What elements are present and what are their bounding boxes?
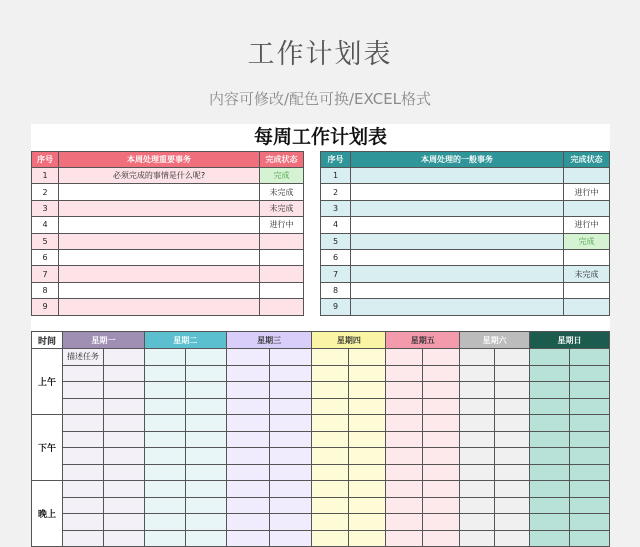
important-tasks-table [31,151,304,316]
schedule-cell[interactable] [386,514,423,531]
schedule-cell[interactable] [530,415,570,432]
schedule-cell[interactable] [269,497,312,514]
schedule-cell[interactable] [269,514,312,531]
schedule-cell[interactable] [185,464,226,481]
schedule-cell[interactable] [495,464,530,481]
schedule-cell[interactable] [226,349,269,366]
schedule-row [32,464,610,481]
schedule-cell[interactable] [423,530,460,547]
schedule-cell[interactable] [185,398,226,415]
schedule-row [32,497,610,514]
schedule-cell[interactable] [103,481,144,498]
schedule-cell[interactable] [144,382,185,399]
schedule-cell[interactable] [423,481,460,498]
schedule-cell[interactable] [312,497,349,514]
schedule-cell[interactable] [103,497,144,514]
schedule-cell[interactable] [423,431,460,448]
schedule-cell[interactable] [569,349,609,366]
period-label-evening[interactable]: 晚上 [32,481,63,547]
status-cell[interactable] [260,233,304,249]
schedule-cell[interactable] [312,415,349,432]
schedule-cell[interactable] [144,415,185,432]
schedule-cell[interactable] [185,448,226,465]
schedule-cell[interactable] [103,382,144,399]
schedule-cell[interactable] [185,365,226,382]
table-header-row [321,152,610,168]
schedule-cell[interactable] [144,448,185,465]
schedule-row [32,481,610,498]
schedule-cell[interactable] [460,382,495,399]
task-cell[interactable] [351,184,564,200]
schedule-cell[interactable] [185,530,226,547]
schedule-cell[interactable] [495,365,530,382]
schedule-cell[interactable] [569,530,609,547]
schedule-cell[interactable] [423,398,460,415]
task-cell[interactable] [59,266,260,282]
schedule-cell[interactable] [530,431,570,448]
table-row [321,299,610,315]
schedule-cell[interactable] [144,365,185,382]
schedule-cell[interactable] [103,530,144,547]
column-header-no[interactable]: 序号 [321,152,351,168]
schedule-cell[interactable] [349,349,386,366]
schedule-cell[interactable] [269,365,312,382]
row-number-cell[interactable]: 8 [321,282,351,298]
column-header-status[interactable]: 完成状态 [260,152,304,168]
schedule-cell[interactable] [495,481,530,498]
schedule-cell[interactable] [312,448,349,465]
schedule-cell[interactable] [460,464,495,481]
schedule-cell[interactable] [312,398,349,415]
schedule-cell[interactable] [460,415,495,432]
schedule-cell[interactable] [349,415,386,432]
schedule-cell[interactable] [144,398,185,415]
schedule-cell[interactable] [423,497,460,514]
schedule-cell[interactable] [530,481,570,498]
schedule-cell[interactable] [269,415,312,432]
status-cell[interactable] [564,200,610,216]
schedule-cell[interactable] [460,530,495,547]
schedule-cell[interactable] [226,415,269,432]
day-header-saturday[interactable]: 星期六 [460,332,530,349]
schedule-cell[interactable] [62,431,103,448]
schedule-cell[interactable] [312,382,349,399]
schedule-cell[interactable] [495,530,530,547]
schedule-cell[interactable] [226,464,269,481]
row-number-cell[interactable]: 9 [32,299,59,315]
table-row [321,184,610,200]
schedule-cell[interactable] [226,514,269,531]
task-cell[interactable] [59,184,260,200]
schedule-cell[interactable] [62,530,103,547]
schedule-cell[interactable] [269,349,312,366]
table-row [32,184,304,200]
schedule-cell[interactable] [530,448,570,465]
task-cell[interactable] [351,282,564,298]
table-row [32,168,304,184]
table-row [32,217,304,233]
schedule-cell[interactable] [349,448,386,465]
schedule-cell[interactable] [423,349,460,366]
schedule-row [32,448,610,465]
schedule-cell[interactable] [349,365,386,382]
schedule-cell[interactable] [423,514,460,531]
schedule-cell[interactable] [495,497,530,514]
day-header-friday[interactable]: 星期五 [386,332,460,349]
schedule-cell[interactable] [269,464,312,481]
schedule-cell[interactable] [460,398,495,415]
schedule-cell[interactable] [62,382,103,399]
schedule-cell[interactable] [349,481,386,498]
schedule-cell[interactable] [226,497,269,514]
general-tasks-table [320,151,610,316]
schedule-cell[interactable] [569,464,609,481]
table-row [321,233,610,249]
schedule-cell[interactable] [144,497,185,514]
task-cell[interactable] [351,299,564,315]
schedule-cell[interactable] [185,514,226,531]
schedule-cell[interactable] [530,365,570,382]
day-header-thursday[interactable]: 星期四 [312,332,386,349]
schedule-cell[interactable] [226,530,269,547]
row-number-cell[interactable]: 6 [32,249,59,265]
schedule-row [32,431,610,448]
status-cell[interactable]: 进行中 [260,217,304,233]
schedule-cell[interactable] [62,464,103,481]
task-cell[interactable] [351,200,564,216]
schedule-cell[interactable] [349,431,386,448]
schedule-cell[interactable] [460,365,495,382]
schedule-cell[interactable] [103,464,144,481]
status-cell[interactable] [564,282,610,298]
schedule-row [32,365,610,382]
schedule-cell[interactable] [269,382,312,399]
table-row [32,299,304,315]
day-header-monday[interactable]: 星期一 [62,332,144,349]
schedule-cell[interactable] [62,497,103,514]
schedule-cell[interactable] [269,431,312,448]
schedule-cell[interactable] [144,530,185,547]
schedule-cell[interactable] [460,514,495,531]
schedule-cell[interactable] [103,365,144,382]
schedule-cell[interactable] [423,448,460,465]
schedule-cell[interactable] [530,464,570,481]
schedule-header-row [32,332,610,349]
task-cell[interactable]: 必须完成的事情是什么呢? [59,168,260,184]
row-number-cell[interactable]: 2 [32,184,59,200]
table-header-row [32,152,304,168]
schedule-cell[interactable] [460,481,495,498]
task-cell[interactable] [351,249,564,265]
schedule-cell[interactable] [269,448,312,465]
schedule-cell[interactable] [144,464,185,481]
time-header[interactable]: 时间 [32,332,63,349]
schedule-cell[interactable] [226,481,269,498]
schedule-cell[interactable] [103,398,144,415]
schedule-cell[interactable] [460,497,495,514]
column-header-task[interactable]: 本周处理重要事务 [59,152,260,168]
schedule-cell[interactable] [386,448,423,465]
task-cell[interactable] [59,200,260,216]
status-cell[interactable] [564,299,610,315]
schedule-cell[interactable] [530,349,570,366]
schedule-cell[interactable] [312,431,349,448]
spreadsheet [31,124,610,520]
schedule-cell[interactable] [460,431,495,448]
schedule-cell[interactable] [312,464,349,481]
schedule-cell[interactable] [103,448,144,465]
schedule-cell[interactable] [569,398,609,415]
table-row [32,200,304,216]
schedule-cell[interactable] [349,382,386,399]
table-row [321,249,610,265]
schedule-cell[interactable] [460,448,495,465]
schedule-cell[interactable] [312,514,349,531]
schedule-cell[interactable] [185,382,226,399]
schedule-cell[interactable] [495,448,530,465]
row-number-cell[interactable]: 2 [321,184,351,200]
column-header-status[interactable]: 完成状态 [564,152,610,168]
schedule-cell[interactable] [62,448,103,465]
schedule-cell[interactable] [569,415,609,432]
schedule-cell[interactable] [103,514,144,531]
schedule-row [32,398,610,415]
task-cell[interactable] [59,299,260,315]
schedule-cell[interactable] [312,365,349,382]
schedule-cell[interactable] [185,497,226,514]
schedule-cell[interactable] [269,481,312,498]
schedule-cell[interactable] [103,415,144,432]
schedule-cell[interactable] [495,382,530,399]
schedule-cell[interactable] [386,349,423,366]
schedule-cell[interactable] [226,382,269,399]
row-number-cell[interactable]: 1 [321,168,351,184]
status-cell[interactable] [564,249,610,265]
day-header-wednesday[interactable]: 星期三 [226,332,312,349]
row-number-cell[interactable]: 7 [321,266,351,282]
schedule-row [32,349,610,366]
page-subtitle: 内容可修改/配色可换/EXCEL格式 [208,90,432,108]
table-row [32,249,304,265]
schedule-cell[interactable] [349,514,386,531]
row-number-cell[interactable]: 3 [321,200,351,216]
schedule-cell[interactable] [226,431,269,448]
day-header-tuesday[interactable]: 星期二 [144,332,226,349]
schedule-cell[interactable] [269,398,312,415]
schedule-cell[interactable] [460,349,495,366]
row-number-cell[interactable]: 3 [32,200,59,216]
sheet-title[interactable]: 每周工作计划表 [253,126,387,148]
schedule-cell[interactable] [423,415,460,432]
row-number-cell[interactable]: 6 [321,249,351,265]
schedule-cell[interactable] [495,514,530,531]
schedule-cell[interactable] [386,415,423,432]
schedule-cell[interactable] [185,415,226,432]
row-number-cell[interactable]: 4 [32,217,59,233]
schedule-cell[interactable] [423,464,460,481]
schedule-cell[interactable] [569,497,609,514]
schedule-cell[interactable] [185,431,226,448]
status-cell[interactable]: 进行中 [564,184,610,200]
schedule-cell[interactable] [185,481,226,498]
table-row [321,217,610,233]
schedule-cell[interactable] [569,481,609,498]
status-cell[interactable] [260,266,304,282]
task-cell[interactable] [59,249,260,265]
schedule-cell[interactable] [62,365,103,382]
task-cell[interactable] [351,266,564,282]
status-cell[interactable]: 未完成 [260,200,304,216]
table-row [321,168,610,184]
status-cell[interactable] [260,282,304,298]
schedule-cell[interactable] [386,431,423,448]
row-number-cell[interactable]: 5 [321,233,351,249]
row-number-cell[interactable]: 5 [32,233,59,249]
schedule-cell[interactable] [185,349,226,366]
table-row [321,266,610,282]
weekly-schedule-table [31,331,610,547]
table-row [32,266,304,282]
period-label-afternoon[interactable]: 下午 [32,415,63,481]
schedule-cell[interactable] [495,398,530,415]
task-cell[interactable] [351,168,564,184]
task-cell[interactable] [59,282,260,298]
schedule-cell[interactable] [495,431,530,448]
schedule-cell[interactable] [144,349,185,366]
status-cell[interactable]: 进行中 [564,217,610,233]
schedule-row [32,530,610,547]
schedule-cell[interactable] [386,382,423,399]
page-title: 工作计划表 [247,39,393,70]
schedule-cell[interactable] [569,365,609,382]
table-row [321,282,610,298]
schedule-cell[interactable] [62,514,103,531]
task-cell[interactable] [351,233,564,249]
row-number-cell[interactable]: 1 [32,168,59,184]
schedule-cell[interactable] [569,448,609,465]
status-cell[interactable]: 未完成 [564,266,610,282]
schedule-cell[interactable] [144,431,185,448]
schedule-cell-monday-note[interactable]: 描述任务 [62,349,103,366]
schedule-cell[interactable] [530,382,570,399]
task-cell[interactable] [59,217,260,233]
schedule-row [32,415,610,432]
column-header-no[interactable]: 序号 [32,152,59,168]
schedule-cell[interactable] [349,530,386,547]
schedule-cell[interactable] [144,514,185,531]
schedule-cell[interactable] [569,382,609,399]
schedule-cell[interactable] [423,382,460,399]
schedule-cell[interactable] [312,530,349,547]
table-row [32,233,304,249]
schedule-cell[interactable] [569,514,609,531]
schedule-cell[interactable] [569,431,609,448]
schedule-cell[interactable] [530,398,570,415]
column-header-task[interactable]: 本周处理的一般事务 [351,152,564,168]
period-label-morning[interactable]: 上午 [32,349,63,415]
schedule-cell[interactable] [226,365,269,382]
schedule-cell[interactable] [386,481,423,498]
schedule-cell[interactable] [144,481,185,498]
schedule-cell[interactable] [530,530,570,547]
schedule-cell[interactable] [103,349,144,366]
schedule-cell[interactable] [386,464,423,481]
status-cell[interactable]: 未完成 [260,184,304,200]
schedule-cell[interactable] [62,415,103,432]
schedule-cell[interactable] [103,431,144,448]
row-number-cell[interactable]: 7 [32,266,59,282]
schedule-cell[interactable] [269,530,312,547]
schedule-cell[interactable] [312,349,349,366]
row-number-cell[interactable]: 4 [321,217,351,233]
task-cell[interactable] [59,233,260,249]
status-cell[interactable]: 完成 [260,168,304,184]
schedule-cell[interactable] [349,398,386,415]
schedule-cell[interactable] [386,398,423,415]
schedule-cell[interactable] [386,530,423,547]
schedule-cell[interactable] [495,415,530,432]
schedule-cell[interactable] [226,448,269,465]
schedule-cell[interactable] [530,514,570,531]
schedule-cell[interactable] [312,481,349,498]
row-number-cell[interactable]: 8 [32,282,59,298]
row-number-cell[interactable]: 9 [321,299,351,315]
schedule-cell[interactable] [423,365,460,382]
status-cell[interactable]: 完成 [564,233,610,249]
schedule-cell[interactable] [495,349,530,366]
status-cell[interactable] [260,299,304,315]
schedule-cell[interactable] [62,481,103,498]
schedule-cell[interactable] [349,497,386,514]
schedule-cell[interactable] [386,365,423,382]
day-header-sunday[interactable]: 星期日 [530,332,610,349]
schedule-cell[interactable] [226,398,269,415]
table-row [321,200,610,216]
schedule-row [32,382,610,399]
table-row [32,282,304,298]
schedule-cell[interactable] [62,398,103,415]
task-cell[interactable] [351,217,564,233]
schedule-cell[interactable] [530,497,570,514]
status-cell[interactable] [564,168,610,184]
schedule-cell[interactable] [386,497,423,514]
status-cell[interactable] [260,249,304,265]
schedule-cell[interactable] [349,464,386,481]
schedule-row [32,514,610,531]
